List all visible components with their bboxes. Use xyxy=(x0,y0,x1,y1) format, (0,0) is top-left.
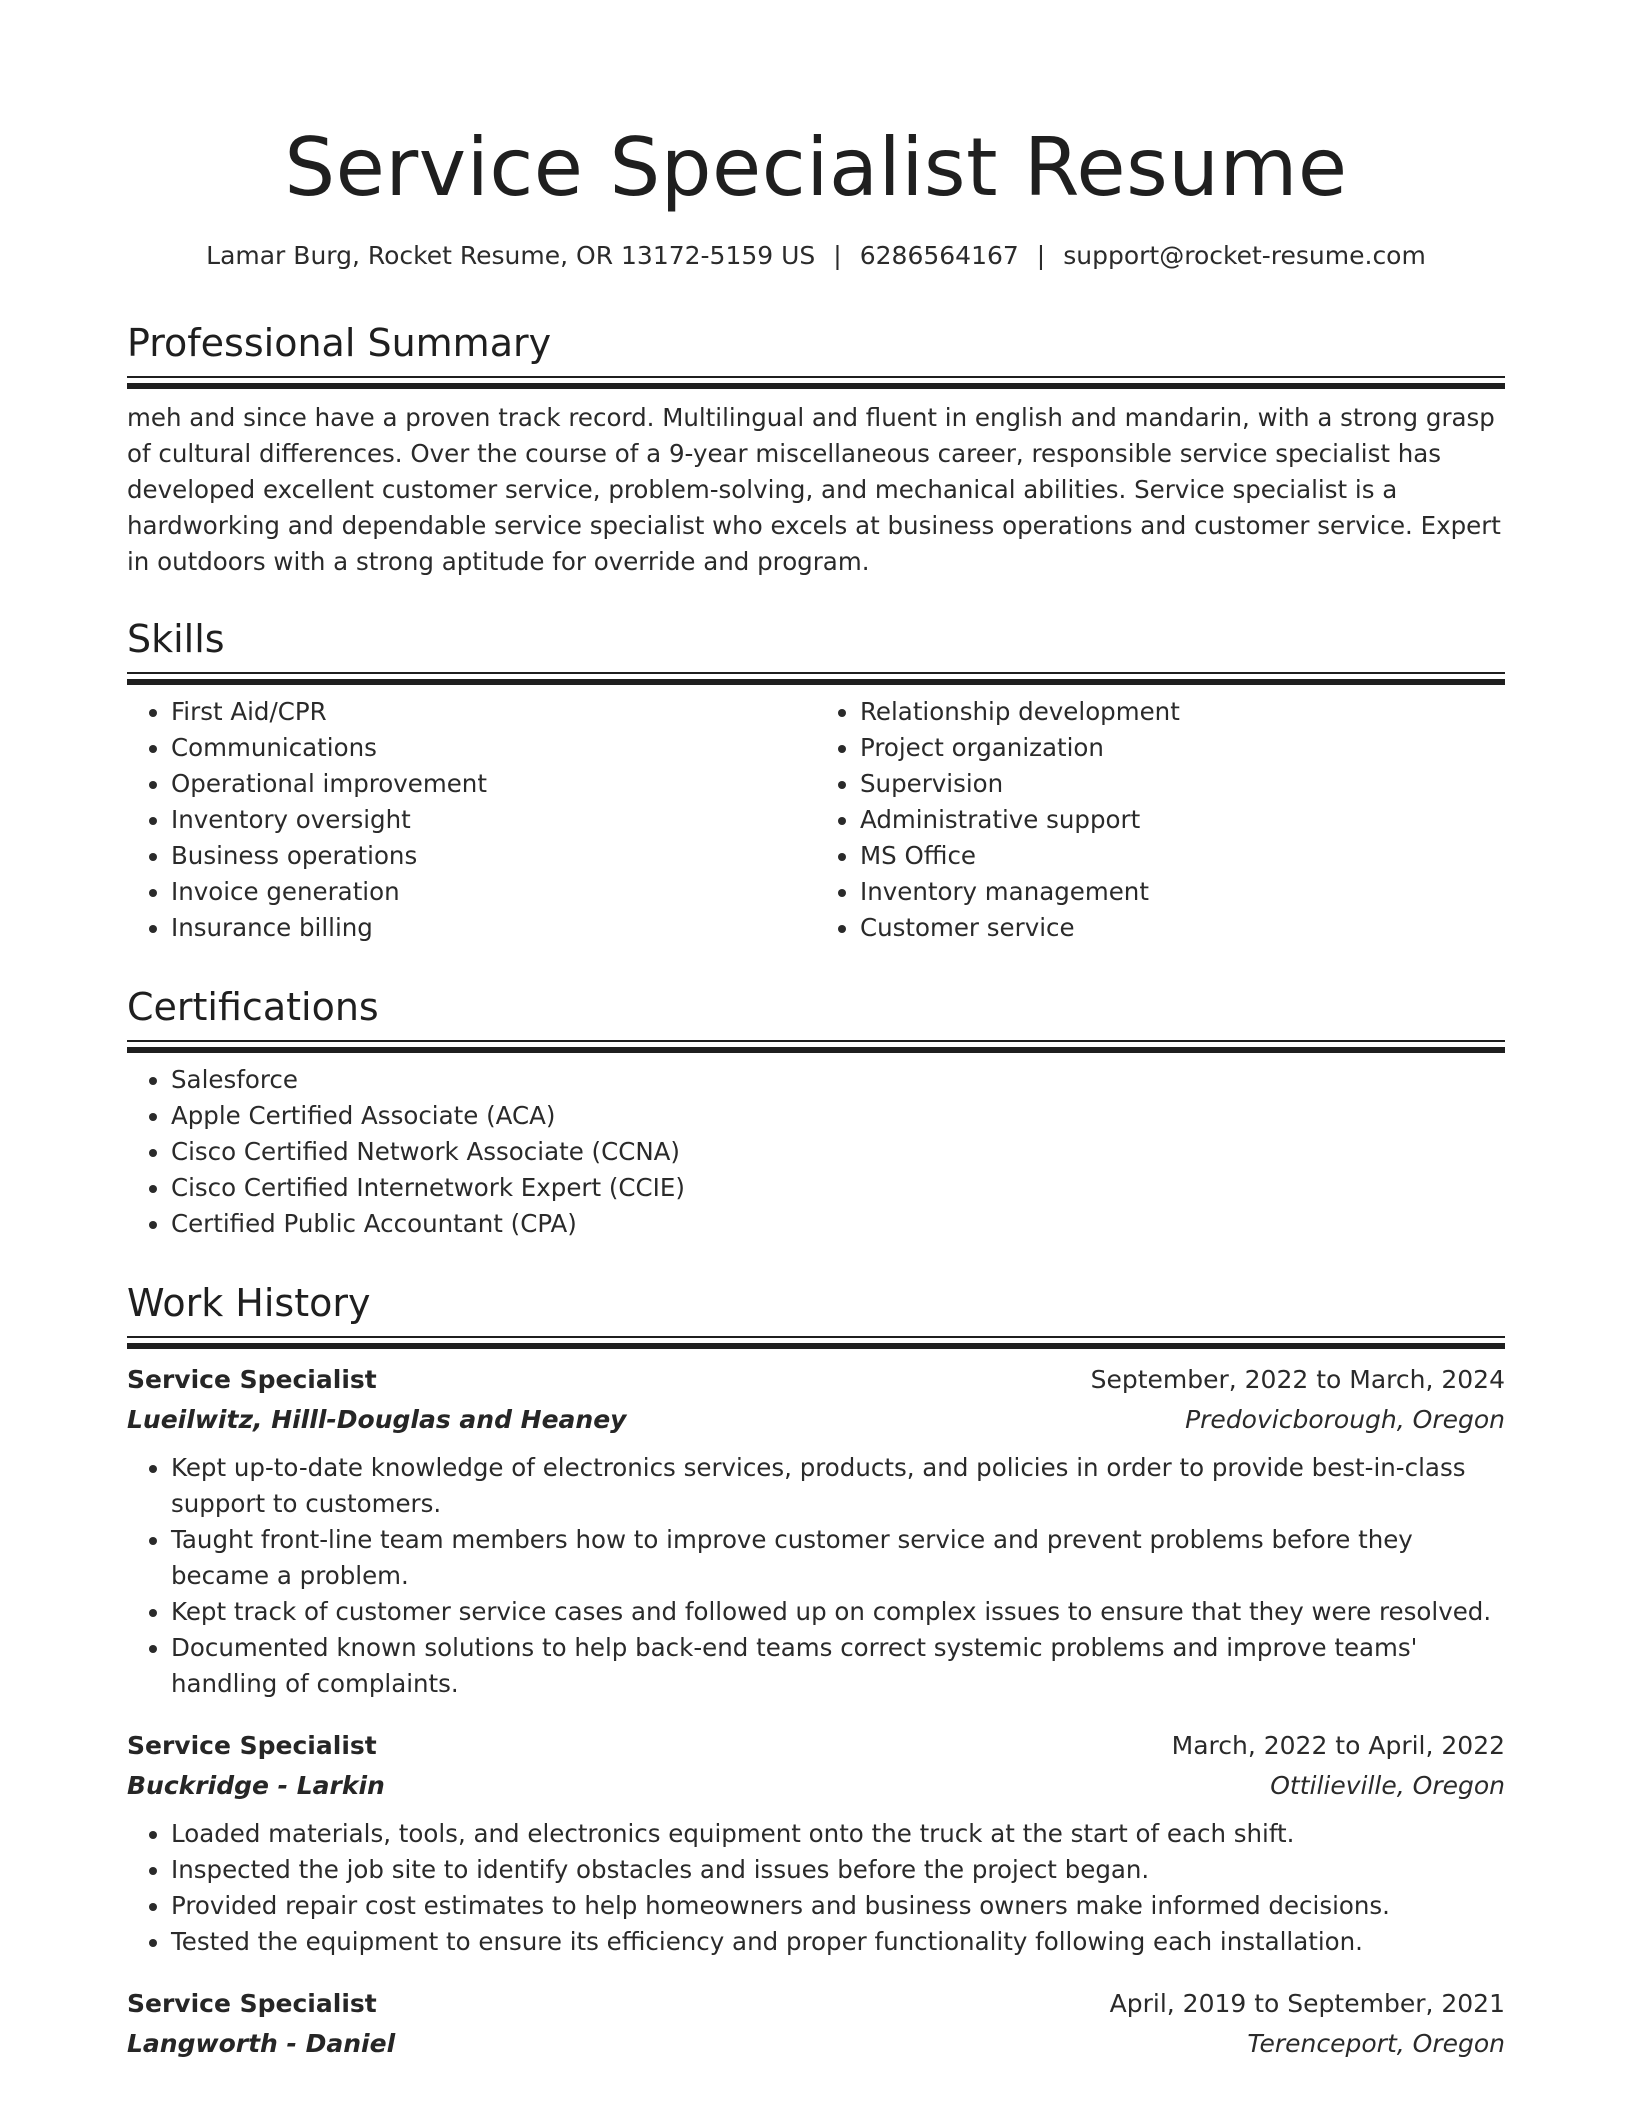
job-company-row xyxy=(127,2024,1505,2064)
contact-line xyxy=(127,238,1505,274)
certification-item: • Certified Public Accountant (CPA) xyxy=(171,1206,1505,1242)
summary-section xyxy=(127,318,1505,580)
work-history-section xyxy=(127,1278,1505,2064)
job-bullets xyxy=(127,1450,1505,1702)
contact-separator: | xyxy=(833,241,842,270)
job-entry xyxy=(127,1984,1505,2064)
section-divider xyxy=(127,1336,1505,1350)
skill-item: • Communications xyxy=(171,730,816,766)
skill-item: • Inventory management xyxy=(860,874,1505,910)
job-bullet: • Tested the equipment to ensure its efficiency and proper functionality following each installation. xyxy=(171,1924,1505,1960)
certification-item: • Cisco Certified Network Associate (CCNA) xyxy=(171,1134,1505,1170)
job-bullets xyxy=(127,1816,1505,1960)
skill-item: • Inventory oversight xyxy=(171,802,816,838)
job-dates: September, 2022 to March, 2024 xyxy=(1090,1365,1505,1394)
summary-text: meh and since have a proven track record. Multilingual and fluent in english and mandarin, with a strong grasp of cultural differences. Over the course of a 9-year miscellaneous career, responsible service specialist has developed excellent customer service, problem-solving, and mechanical abilities. Service specialist is a hardworking and dependable service specialist who excels at business operations and customer service. Expert in outdoors with a strong aptitude for override and program. xyxy=(127,403,1501,576)
job-company: Buckridge - Larkin xyxy=(127,1771,385,1800)
job-company: Langworth - Daniel xyxy=(127,2029,396,2058)
section-divider xyxy=(127,1040,1505,1054)
resume-title: Service Specialist Resume xyxy=(284,121,1348,214)
job-bullet: • Kept track of customer service cases and followed up on complex issues to ensure that they were resolved. xyxy=(171,1594,1505,1630)
job-bullet: • Inspected the job site to identify obstacles and issues before the project began. xyxy=(171,1852,1505,1888)
job-dates: April, 2019 to September, 2021 xyxy=(1109,1989,1505,2018)
contact-address: Lamar Burg, Rocket Resume, OR 13172-5159 US xyxy=(206,241,816,270)
job-company-row xyxy=(127,1400,1505,1440)
skills-section xyxy=(127,614,1505,946)
job-entry xyxy=(127,1360,1505,1702)
skill-item: • Administrative support xyxy=(860,802,1505,838)
contact-phone: 6286564167 xyxy=(859,241,1019,270)
certification-item: • Cisco Certified Internetwork Expert (CCIE) xyxy=(171,1170,1505,1206)
job-bullet: • Provided repair cost estimates to help homeowners and business owners make informed decisions. xyxy=(171,1888,1505,1924)
skill-item: • Supervision xyxy=(860,766,1505,802)
job-location: Terenceport, Oregon xyxy=(1247,2029,1505,2058)
section-heading: Work History xyxy=(127,1281,371,1325)
job-title: Service Specialist xyxy=(127,1989,377,2018)
skill-item: • Insurance billing xyxy=(171,910,816,946)
certification-item: • Apple Certified Associate (ACA) xyxy=(171,1098,1505,1134)
skills-list-left xyxy=(127,694,816,946)
job-title: Service Specialist xyxy=(127,1731,377,1760)
skill-item: • Relationship development xyxy=(860,694,1505,730)
job-dates: March, 2022 to April, 2022 xyxy=(1171,1731,1505,1760)
job-header-row xyxy=(127,1726,1505,1766)
job-bullet: • Kept up-to-date knowledge of electronics services, products, and policies in order to provide best-in-class support to customers. xyxy=(171,1450,1505,1522)
skill-item: • Customer service xyxy=(860,910,1505,946)
skills-list-right xyxy=(816,694,1505,946)
section-heading: Certifications xyxy=(127,985,379,1029)
certifications-section xyxy=(127,982,1505,1242)
skill-item: • Project organization xyxy=(860,730,1505,766)
skill-item: • Invoice generation xyxy=(171,874,816,910)
job-company-row xyxy=(127,1766,1505,1806)
job-header-row xyxy=(127,1360,1505,1400)
skill-item: • First Aid/CPR xyxy=(171,694,816,730)
section-heading: Professional Summary xyxy=(127,321,552,365)
section-heading: Skills xyxy=(127,617,225,661)
job-bullet: • Documented known solutions to help back-end teams correct systemic problems and improve teams' handling of complaints. xyxy=(171,1630,1505,1702)
section-divider xyxy=(127,376,1505,390)
job-header-row xyxy=(127,1984,1505,2024)
skills-columns xyxy=(127,694,1505,946)
contact-separator: | xyxy=(1036,241,1046,270)
job-entry xyxy=(127,1726,1505,1960)
job-location: Predovicborough, Oregon xyxy=(1185,1405,1505,1434)
job-company: Lueilwitz, Hilll-Douglas and Heaney xyxy=(127,1405,627,1434)
skill-item: • MS Office xyxy=(860,838,1505,874)
job-bullet: • Loaded materials, tools, and electronics equipment onto the truck at the start of each shift. xyxy=(171,1816,1505,1852)
job-location: Ottilieville, Oregon xyxy=(1270,1771,1505,1800)
skill-item: • Business operations xyxy=(171,838,816,874)
contact-email: support@rocket-resume.com xyxy=(1063,241,1426,270)
job-title: Service Specialist xyxy=(127,1365,377,1394)
certification-item: • Salesforce xyxy=(171,1062,1505,1098)
certifications-list xyxy=(127,1062,1505,1242)
skill-item: • Operational improvement xyxy=(171,766,816,802)
section-divider xyxy=(127,672,1505,686)
job-bullet: • Taught front-line team members how to improve customer service and prevent problems before they became a problem. xyxy=(171,1522,1505,1594)
